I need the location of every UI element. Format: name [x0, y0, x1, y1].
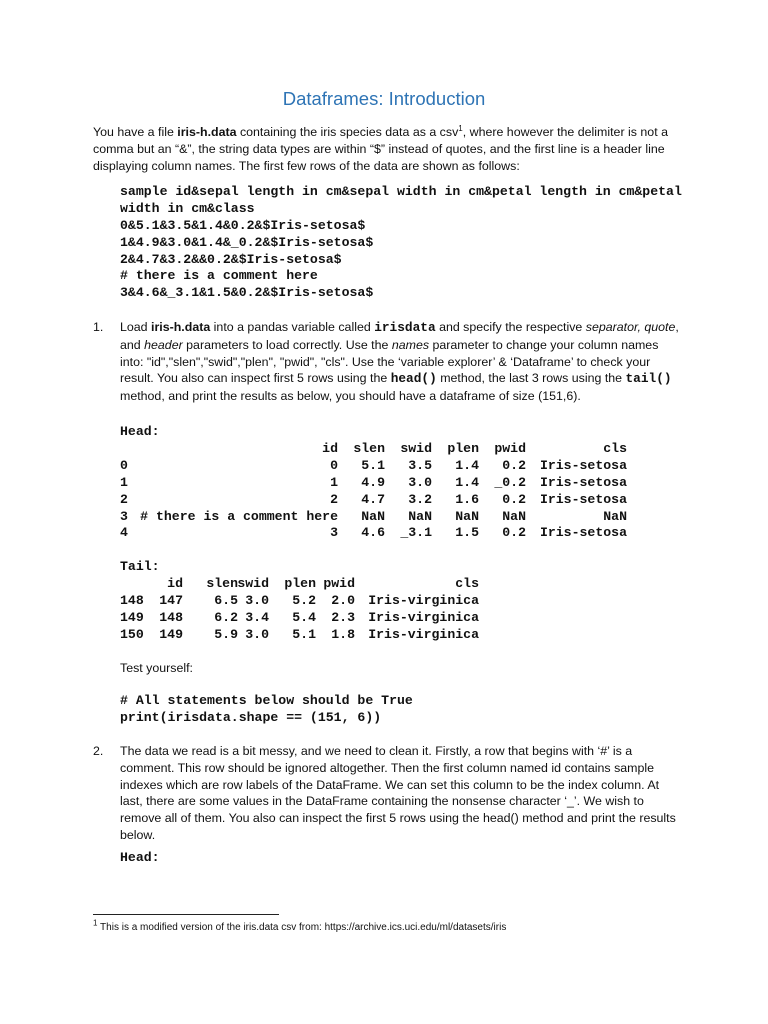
list-number: 2.: [93, 744, 104, 758]
raw-data-code-block: [120, 184, 680, 302]
table-cell: 3: [330, 525, 338, 541]
raw-data-line: 3&4.6&_3.1&1.5&0.2&$Iris-setosa$: [120, 285, 374, 301]
intro-paragraph: [93, 124, 683, 174]
table-row: [120, 509, 640, 526]
row-index: 1: [120, 474, 128, 490]
test-code-block: [120, 693, 413, 727]
table-cell: 0.2: [502, 457, 526, 473]
table-cell: 1: [330, 474, 338, 490]
table-cell: 148: [159, 609, 183, 625]
item-text: , and: [120, 320, 679, 352]
table-cell: 0.2: [502, 491, 526, 507]
table-cell: 3.4: [245, 609, 269, 625]
table-cell: 5.9: [214, 626, 238, 642]
table-cell: Iris-setosa: [539, 457, 627, 473]
table-cell: 4.7: [361, 491, 385, 507]
table-row: [120, 610, 520, 627]
table-cell: 2.3: [331, 609, 355, 625]
table-cell: 5.1: [361, 457, 385, 473]
intro-text-1: You have a file: [93, 125, 178, 139]
column-header: pwid: [323, 576, 355, 591]
column-header: cls: [603, 441, 627, 456]
test-yourself-label: Test yourself:: [120, 661, 193, 675]
head-label-text: Head:: [120, 424, 160, 439]
table-cell: 2: [330, 491, 338, 507]
row-index: 0: [120, 457, 128, 473]
item-text: into a pandas variable called: [210, 320, 375, 334]
table-cell: 4.6: [361, 525, 385, 541]
test-code-line: # All statements below should be True: [120, 693, 413, 708]
table-row: [120, 627, 520, 644]
head-label-2: [120, 850, 160, 867]
table-cell: NaN: [408, 508, 432, 524]
table-cell: NaN: [502, 508, 526, 524]
table-cell: NaN: [455, 508, 479, 524]
table-cell: 3.0: [245, 592, 269, 608]
item-text: Load: [120, 320, 152, 334]
row-index: 4: [120, 525, 128, 541]
tail-label-text: Tail:: [120, 559, 160, 574]
table-cell: Iris-setosa: [539, 474, 627, 490]
table-row: [120, 593, 520, 610]
table-cell: NaN: [603, 508, 627, 524]
table-cell: 5.1: [292, 626, 316, 642]
table-header-row: [120, 576, 520, 593]
table-cell: 1.8: [331, 626, 355, 642]
table-cell: 3.0: [408, 474, 432, 490]
item-text: method, and print the results as below, you should have a dataframe of size (151,6).: [120, 389, 581, 404]
table-row: [120, 525, 640, 542]
table-cell: _0.2: [494, 474, 526, 490]
row-index: 148: [120, 592, 144, 608]
column-header: swid: [237, 576, 269, 591]
item-text: and specify the respective: [435, 320, 586, 334]
tail-label: [120, 559, 160, 576]
raw-data-line: 0&5.1&3.5&1.4&0.2&$Iris-setosa$: [120, 217, 366, 233]
intro-text-2: containing the iris species data as a csv: [236, 125, 459, 139]
intro-text-3: , where however the delimiter is not a comma but an “&”, the string data types are within “$” instead of quotes, and the first line is a header line displaying column names. The first few rows of the data are shown as follows:: [93, 125, 668, 173]
list-number: 1.: [93, 320, 104, 334]
test-code-line: print(irisdata.shape == (151, 6)): [120, 709, 382, 725]
column-header: id: [322, 441, 338, 456]
table-cell: _3.1: [400, 525, 432, 541]
column-header: slen: [353, 441, 385, 456]
table-cell: 3.0: [245, 626, 269, 642]
column-header: swid: [400, 441, 432, 456]
head-label-text: Head:: [120, 850, 160, 865]
table-cell: 5.2: [292, 592, 316, 608]
variable-name: irisdata: [374, 320, 436, 335]
raw-data-line: 1&4.9&3.0&1.4&_0.2&$Iris-setosa$: [120, 234, 374, 250]
page-title: Dataframes: Introduction: [282, 88, 486, 109]
head-method: head(): [390, 371, 437, 387]
column-header: pwid: [494, 441, 526, 456]
column-header: id: [167, 576, 183, 591]
list-item-2-text: The data we read is a bit messy, and we need to clean it. Firstly, a row that begins with ‘#’ is a comment. This row should be ignored altogether. Then the first column named id contains sample indexes which are row labels of the DataFrame. We can set this column to be the index column. At last, there are some values in the DataFrame containing the nonsense character ‘_’. We wish to remove all of them. You also can inspect the first 5 rows using the head() method and print the results below.: [120, 744, 676, 842]
param-quote: quote: [644, 320, 676, 334]
tail-table: [120, 576, 520, 644]
table-cell: 1.4: [455, 474, 479, 490]
table-row: [120, 492, 640, 509]
list-item-1-text: [120, 319, 680, 405]
column-header: cls: [455, 576, 479, 591]
table-cell: 1.4: [455, 457, 479, 473]
table-cell: 1.6: [455, 491, 479, 507]
param-separator: separator,: [585, 320, 641, 334]
table-cell: 149: [159, 626, 183, 642]
table-cell: Iris-setosa: [539, 525, 627, 541]
footnote-number: 1: [93, 918, 98, 928]
head-table: [120, 441, 640, 542]
raw-data-line: sample id&sepal length in cm&sepal width in cm&petal length in cm&petal: [120, 184, 682, 199]
table-cell: 1.5: [455, 525, 479, 541]
table-cell: 4.9: [361, 474, 385, 490]
table-cell: Iris-virginica: [368, 609, 479, 625]
table-cell: 147: [159, 592, 183, 608]
item-text: parameters to load correctly. Use the: [182, 337, 392, 352]
tail-method: tail(): [625, 371, 672, 387]
raw-data-line: # there is a comment here: [120, 268, 318, 284]
raw-data-line: 2&4.7&3.2&&0.2&$Iris-setosa$: [120, 251, 342, 267]
column-header: plen: [284, 576, 316, 591]
footnote-text: This is a modified version of the iris.data csv from: https://archive.ics.uci.edu/ml/datasets/iris: [97, 922, 507, 933]
table-header-row: [120, 441, 640, 458]
param-header: header: [144, 337, 183, 352]
table-row: [120, 475, 640, 492]
table-cell: 3.5: [408, 457, 432, 473]
table-cell: Iris-virginica: [368, 626, 479, 642]
column-header: slen: [206, 576, 238, 591]
table-cell: 6.5: [214, 592, 238, 608]
head-label: [120, 424, 160, 441]
table-cell: Iris-setosa: [539, 491, 627, 507]
item-text: parameter to change your column names into: "id","slen","swid","plen", "pwid", "cls". Use the ‘variable explorer’ & ‘Dataframe’ to check your result. You also can inspect first 5 rows using the: [120, 337, 659, 386]
table-cell: NaN: [361, 508, 385, 524]
row-index: 149: [120, 609, 144, 625]
column-header: plen: [447, 441, 479, 456]
param-names: names: [391, 337, 430, 352]
row-index: 150: [120, 626, 144, 642]
table-cell: 2.0: [331, 592, 355, 608]
table-cell: # there is a comment here: [140, 508, 338, 524]
item-filename: iris-h.data: [151, 320, 211, 334]
table-row: [120, 458, 640, 475]
table-cell: 3.2: [408, 491, 432, 507]
footnote: [93, 918, 507, 934]
footnote-reference[interactable]: 1: [458, 123, 463, 133]
footnote-separator: [93, 914, 279, 915]
table-cell: Iris-virginica: [368, 592, 479, 608]
row-index: 2: [120, 491, 128, 507]
table-cell: 5.4: [292, 609, 316, 625]
table-cell: 0.2: [502, 525, 526, 541]
item-text: method, the last 3 rows using the: [436, 371, 626, 386]
intro-filename: iris-h.data: [177, 125, 237, 139]
raw-data-line: width in cm&class: [120, 200, 255, 216]
table-cell: 0: [330, 457, 338, 473]
row-index: 3: [120, 508, 128, 524]
table-cell: 6.2: [214, 609, 238, 625]
